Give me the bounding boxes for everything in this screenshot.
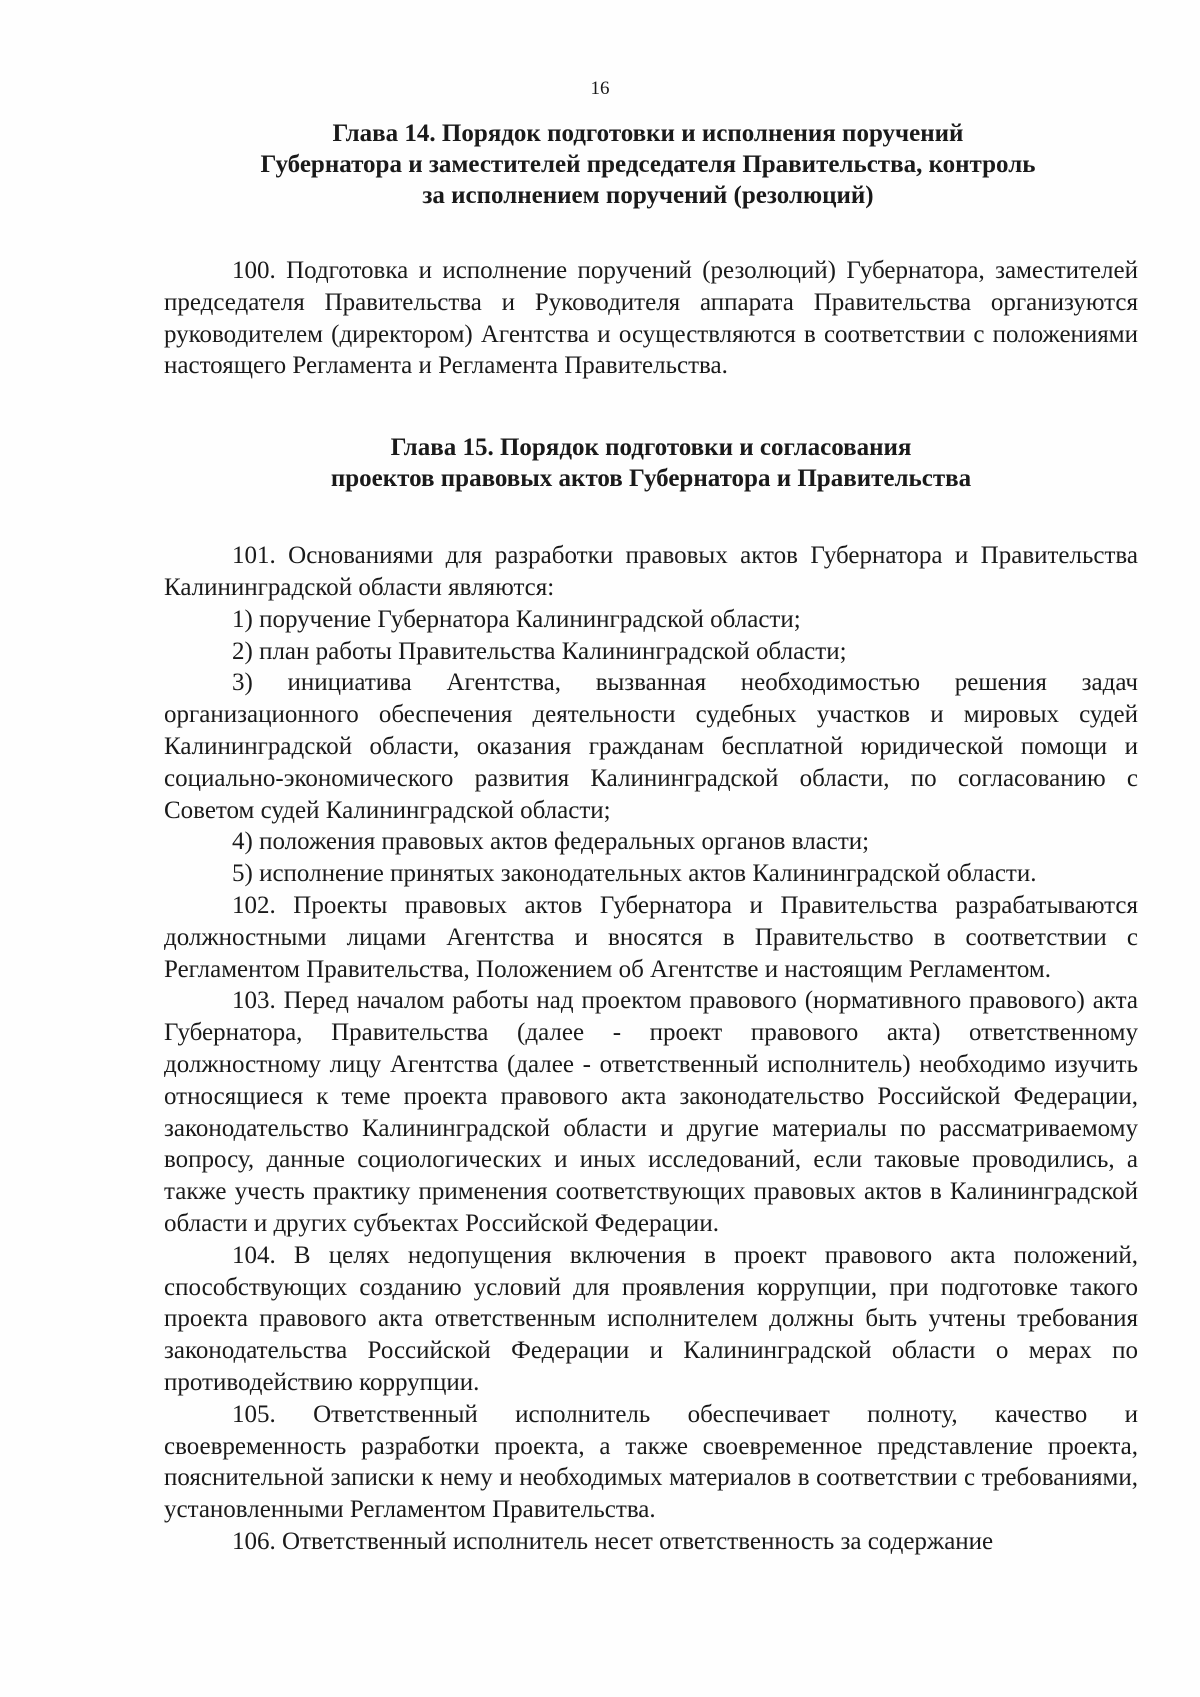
- page-content: [164, 118, 1138, 1558]
- paragraph-103: 103. Перед началом работы над проектом правового (нормативного правового) акта Губернатора, Правительства (далее - проект правового акта) ответственному должностному лицу Агентства (далее - ответственный исполнитель) необходимо изучить относящиеся к теме проекта правового акта законодательство Российской Федерации, законодательство Калининградской области и другие материалы по рассматриваемому вопросу, данные социологических и иных исследований, если таковые проводились, а также учесть практику применения соответствующих правовых актов в Калининградской области и других субъектах Российской Федерации.: [164, 987, 1138, 1237]
- paragraph-105: 105. Ответственный исполнитель обеспечивает полноту, качество и своевременность разработки проекта, а также своевременное представление проекта, пояснительной записки к нему и необходимых материалов в соответствии с требованиями, установленными Регламентом Правительства.: [164, 1400, 1138, 1524]
- paragraph-100: 100. Подготовка и исполнение поручений (резолюций) Губернатора, заместителей председателя Правительства и Руководителя аппарата Правительства организуются руководителем (директором) Агентства и осуществляются в соответствии с положениями настоящего Регламента и Регламента Правительства.: [164, 257, 1138, 380]
- chapter-14-title: [158, 118, 1138, 211]
- paragraph-102: 102. Проекты правовых актов Губернатора и Правительства разрабатываются должностными лицами Агентства и вносятся в Правительство в соответствии с Регламентом Правительства, Положением об Агентстве и настоящим Регламентом.: [164, 891, 1138, 983]
- chapter-14-title-line: Глава 14. Порядок подготовки и исполнения поручений: [332, 120, 964, 147]
- paragraph-101: 101. Основаниями для разработки правовых актов Губернатора и Правительства Калининградской области являются:: [164, 542, 1138, 601]
- chapter-14-title-line: Губернатора и заместителей председателя Правительства, контроль: [260, 151, 1036, 178]
- chapter-14-title-line: за исполнением поручений (резолюций): [422, 182, 874, 209]
- paragraph-106: 106. Ответственный исполнитель несет ответственность за содержание: [232, 1527, 994, 1555]
- list-item-1: 1) поручение Губернатора Калининградской области;: [232, 605, 801, 633]
- paragraph-104: 104. В целях недопущения включения в проект правового акта положений, способствующих созданию условий для проявления коррупции, при подготовке такого проекта правового акта ответственным исполнителем должны быть учтены требования законодательства Российской Федерации и Калининградской области о мерах по противодействию коррупции.: [164, 1241, 1138, 1396]
- chapter-15-title: [164, 432, 1138, 494]
- list-item-3: 3) инициатива Агентства, вызванная необходимостью решения задач организационного обеспечения деятельности судебных участков и мировых судей Калининградской области, оказания гражданам бесплатной юридической помощи и социально-экономического развития Калининградской области, по согласованию с Советом судей Калининградской области;: [164, 669, 1138, 824]
- list-item-4: 4) положения правовых актов федеральных органов власти;: [232, 828, 870, 856]
- chapter-15-title-line: проектов правовых актов Губернатора и Правительства: [330, 465, 972, 493]
- chapter-15-body: [164, 540, 1138, 1558]
- list-item-2: 2) план работы Правительства Калининградской области;: [232, 637, 847, 665]
- list-item-5: 5) исполнение принятых законодательных актов Калининградской области.: [232, 860, 1037, 888]
- page-number: 16: [590, 78, 610, 99]
- chapter-14-body: [164, 255, 1138, 382]
- chapter-15-title-line: Глава 15. Порядок подготовки и согласования: [390, 434, 912, 462]
